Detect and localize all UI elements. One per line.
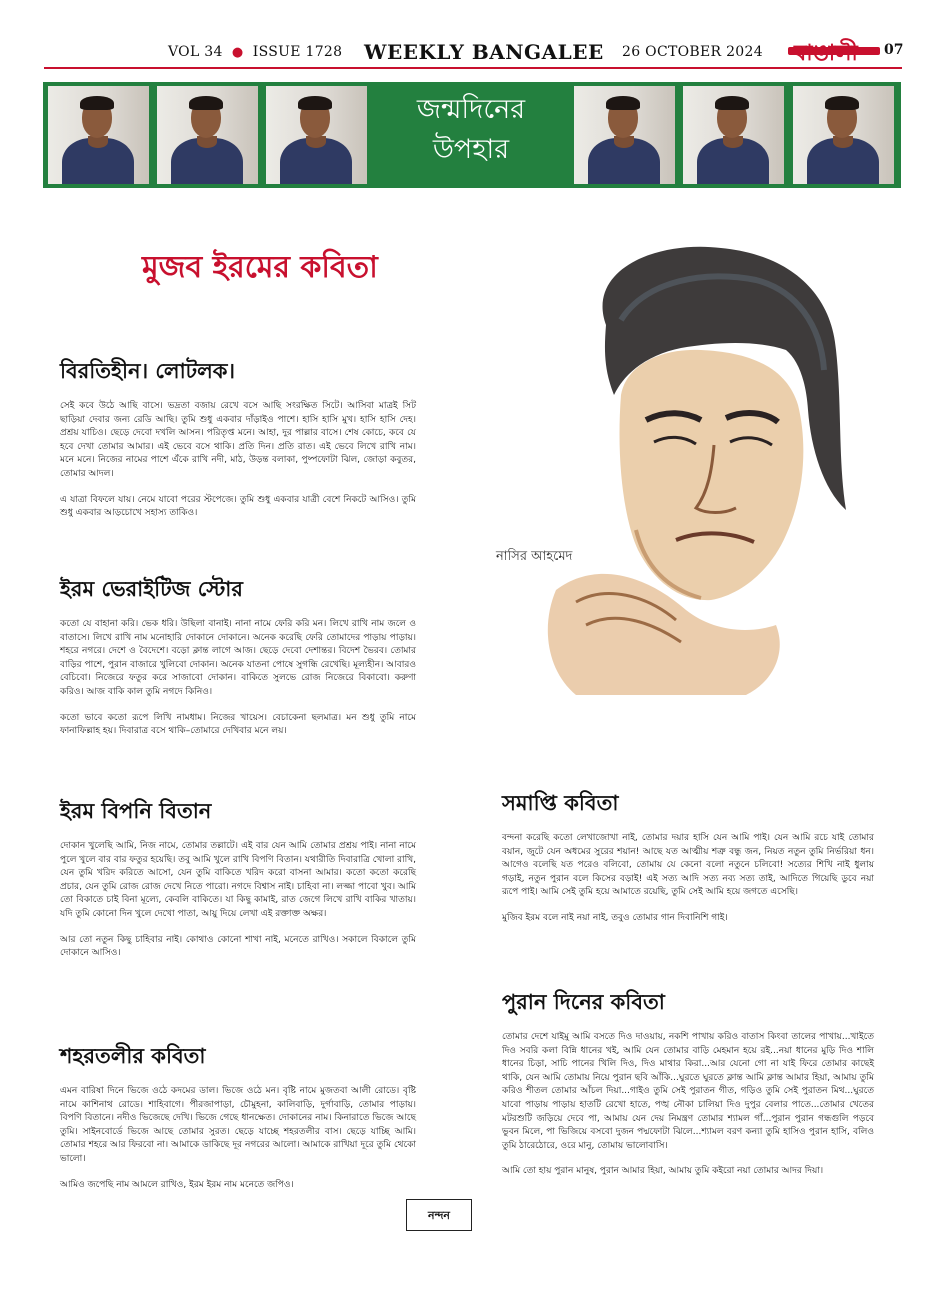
publication-title: WEEKLY BANGALEE	[364, 40, 604, 64]
banner-title	[368, 90, 574, 180]
poem-biratihin	[60, 355, 416, 533]
banner-photo	[793, 86, 894, 184]
page-number: 07	[884, 42, 904, 58]
masthead-rule	[44, 67, 902, 69]
banner-photo	[48, 86, 149, 184]
masthead	[0, 0, 945, 80]
poet-portrait-sketch	[486, 230, 906, 700]
birthday-banner	[43, 82, 901, 188]
poem-paragraph: দোকান খুলেছি আমি, নিজ নামে, তোমার তল্লাটে। এই বার যেন আমি তোমার প্রশ্রয় পাই। নানা নামে পুলে খুলে বার বার ফতুর হয়েছি। তবু আমি খুলে রাখি বিপণি বিতান। যথারীতি দিবারাত্রি খোলা রাখি, যেন তুমি খরিদ করিতে আসো, যেন তুমি বাকিতে খরিদ করো বাসনা আমার। কতো কতো করেছি প্রচার, যেন তুমি রোজ রোজ দেখে নিতে পারো। নগদে বিশ্বাস নাই। চাহিবা না। লজ্জা পাবো খুব। আমি তো বিকাতে চাই বিনা মূল্যে, কেবলি বাকিতে। যা কিছু কামাই, রাত জেগে লিখে রাখি বাকির খাতায়। যদি তুমি কোনো দিন খুলে দেখো পাতা, আয়ু দিয়ে লেখা এই রক্তাক্ত অক্ষর।	[60, 841, 416, 919]
section-label-box: নন্দন	[406, 1199, 472, 1231]
poem-paragraph: এমন বারিষা দিনে ভিজে ওঠে কদমের ডাল। ভিজে ওঠে মন। বৃষ্টি নামে মুজতবা আলী রোডে। বৃষ্টি নামে কাশিনাথ রোডে। শাহিবাগে। পীরজাপাড়া, চৌমুহনা, কালিবাড়ি, দুর্গাবাড়ি, তোমার পাড়ায়। বিপণি বিতানে। নদীও ভিজেছে দেখি। ভিজে গেছে ধানক্ষেত। দোকানের নাম। কিনারাতে ভিজে আছে তুমি। সাইনবোর্ডে ভিজে আছে তোমার সুরত। ছেড়ে যাচ্ছে শহরতলীর বাস। ছেড়ে যাচ্ছি আমি। তোমার শহরে আর ফিরবো না। আমাকে ডাকিছে দূর নগরের আলো। আমাকে রাখিয়া দূরে তুমি থেকো ভালো।	[60, 1086, 416, 1164]
poem-paragraph: আমি তো হায় পুরান মানুষ, পুরান আমার হিয়া, আমায় তুমি কইরো নয়া তোমার আদর দিয়া।	[502, 1166, 824, 1177]
issue-date: 26 OCTOBER 2024	[622, 44, 763, 60]
poem-paragraph: আমিও জপেছি নাম আমলে রাখিও, ইরম ইরম নাম মনেতে জপিও।	[60, 1179, 294, 1190]
main-heading: মুজব ইরমের কবিতা	[142, 250, 378, 285]
poem-puran-diner	[502, 986, 874, 1191]
poem-title: পুরান দিনের কবিতা	[502, 990, 665, 1014]
logo-text: বাঙালী	[794, 41, 858, 66]
poem-bipani-bitan	[60, 795, 416, 973]
banner-photo	[683, 86, 784, 184]
banner-photo	[157, 86, 258, 184]
poem-paragraph: বন্দনা করেছি কতো লেখাজোখা নাই, তোমার দয়ার হাসি যেন আমি পাই। যেন আমি রচে যাই তোমার বয়ান, জুটে যেন অধমের সুরের শয়ান! আছে যত আত্মীয় শত্রু বন্ধু জন, নিয়ত নতুন তুমি নির্ভরিয়া ধন। আগেও বলেছি যত পরেও বলিবো, তোমায় যে কেনো বলো নতুনে চলিবো! সত্যের শিখি নাই ধুলায় গড়াই, নতুন পুরান বলে কিসের বড়াই! এই সত্য আদি সত্য নব্য সত্য তাই, আদিতে গিয়েছি ডুবে নয়া রূপে পাই। আমি সেই তুমি হয়ে আমাতে রয়েছি, তুমি সেই আমি হয়ে জগতে এসেছি।	[502, 833, 874, 898]
poem-paragraph: কতো ভাবে কতো রূপে লিখি নামধাম। নিজের খায়েস। বেচাকেনা ছলমাত্র। মন শুধু তুমি নামে ফানাফিল্লাহ হয়। দিবারাত্র বসে থাকি–তোমারে দেখিবার মনে লয়।	[60, 712, 416, 737]
banner-photo	[266, 86, 367, 184]
poem-paragraph: এ যাত্রা বিফলে যায়। নেমে যাবো পরের স্টপেজে। তুমি শুধু একবার যাত্রী বেশে নিকটে আসিও। তুমি শুধু একবার আড়চোখে সহাস্য তাকিও।	[60, 494, 416, 519]
poem-paragraph: আর তো নতুন কিছু চাহিবার নাই। কোথাও কোনো শাখা নাই, মনেতে রাখিও। সকালে বিকালে তুমি দোকানে আসিও।	[60, 934, 416, 959]
poem-samapti	[502, 787, 874, 938]
volume-label: VOL 34	[168, 44, 223, 60]
banner-title-line2: উপহার	[432, 134, 510, 165]
banner-photo	[574, 86, 675, 184]
separator-dot-icon: ●	[227, 45, 248, 60]
poem-varieties-store	[60, 573, 416, 751]
poem-paragraph: মুজিব ইরম বলে নাই নয়া নাই, তবুও তোমার গান দিবানিশি গাই।	[502, 912, 728, 923]
poem-paragraph: কতো যে বাহানা করি। ভেক ধরি। উছিলা বানাই। নানা নামে ফেরি করি মন। লিখে রাখি নাম জলে ও বাতাসে। লিখে রাখি নাম মনোহারি দোকানে দোকানে। অনেক করেছি ফেরি তোমাদের পাড়ায় পাড়ায়। শহরে নগরে। দেশে ও বৈদেশে। বড়ো ক্লান্ত লাগে আজ। ছেড়ে দেবো দেশান্তর। বিদেশ ভৈরব। তোমার বাড়ির পাশে, পুরান বাজারে খুলিবো দোকান। অনেক যাতনা পোষে সুগন্ধি রেখেছি। মূল্যহীন। আবারও বেচিবো। নিজেরে ফতুর করে সাজাবো দোকান। বাকিতে সুলভে রোজ নিজেরে বিকাবো। করুণা করিও। আজ বাকি কাল তুমি নগদে কিনিও।	[60, 619, 416, 697]
poem-title: শহরতলীর কবিতা	[60, 1044, 206, 1068]
poem-shahartali	[60, 1040, 416, 1204]
banner-title-line1: জন্মদিনের	[416, 94, 526, 125]
poem-title: বিরতিহীন। লোটলক।	[60, 359, 235, 383]
volume-issue	[168, 44, 342, 60]
poem-paragraph: তোমার দেশে যাইমু আমি বসতে দিও দাওয়ায়, নকশি পাখায় করিও বাতাস কিংবা তালের পাখায়...খাইতে দিও সবরি কলা বিন্নি ধানের খই, আমি যেন তোমার বাড়ি মেহমান হয়ে রই...নয়া ধানের মুড়ি দিও শালি ধানের চিড়া, সাচি পানের খিলি দিও, দিও মাথার কিরা...আর যেনো গো না যাই ফিরে তোমার কাছেই থাকি, যেন আমি তোমায় নিয়ে পুরান ছবি আঁকি...ঘুরতে ঘুরতে ক্লান্ত আমি ক্লান্ত আমার হিয়া, আমায় তুমি করিও শীতল তোমার আঁচল দিয়া...গাইও তুমি সেই পুরাতন গীত, গড়িও তুমি সেই পুরাতন মিথ...ঘুরতে যাবো পাড়ায় পাড়ায় হাতটি রেখো হাতে, পঙ্খ নৌকা চালিয়া দিও দুপুর বেলার পাতে...তোমার খেতের মটরশুটি জড়িয়ে দেবে পা, আমায় যেন দেয় নিমন্ত্রণ তোমার শ্যামল গাঁ...পুরান পুরান গন্ধগুলি পড়বে ভুবন মিলে, পা ভিজিয়ে বসবো দুজন পদ্মফোটা ঝিলে...শ্যামল বরণ কন্যা তুমি হাসিও পুরান হাসি, বলিও তুমি ঠারেঠোরে, ওরে মানু, তোমায় ভালোবাসি।	[502, 1032, 874, 1151]
poem-title: ইরম বিপনি বিতান	[60, 799, 212, 823]
issue-label: ISSUE 1728	[252, 44, 343, 60]
poem-paragraph: সেই কবে উঠে আছি বাসে। ভদ্রতা বজায় রেখে বসে আছি সংরক্ষিত সিটে। আসিবা মাত্রই সিট ছাড়িয়া দেবার জন্য রেডি আছি। তুমি শুধু একবার দাঁড়াইও পাশে। হাসি হাসি মুখ। হাসি হাসি দেহ। প্রশ্রয় যাচিও। ছেড়ে দেবো দখলি আসন। পরিতৃপ্ত মনে। আহা, দুর পাল্লার বাসে। শেষ কোচে, কবে যে হবে দেখা তোমার আমার। এই ভেবে বসে থাকি। প্রতি দিন। প্রতি রাত। এই ভেবে লিখে রাখি নাম। মনে মনে। নিজের নামের পাশে এঁকে রাখি নদী, মাঠ, উড়ন্ত বলাকা, পুষ্পফোটা ঝিল, জোড়া কবুতর, তোমার আদল।	[60, 401, 416, 479]
poem-title: ইরম ভেরাইটিজ স্টোর	[60, 577, 243, 601]
poem-title: সমাপ্তি কবিতা	[502, 791, 619, 815]
artist-signature: নাসির আহমেদ	[496, 549, 573, 564]
